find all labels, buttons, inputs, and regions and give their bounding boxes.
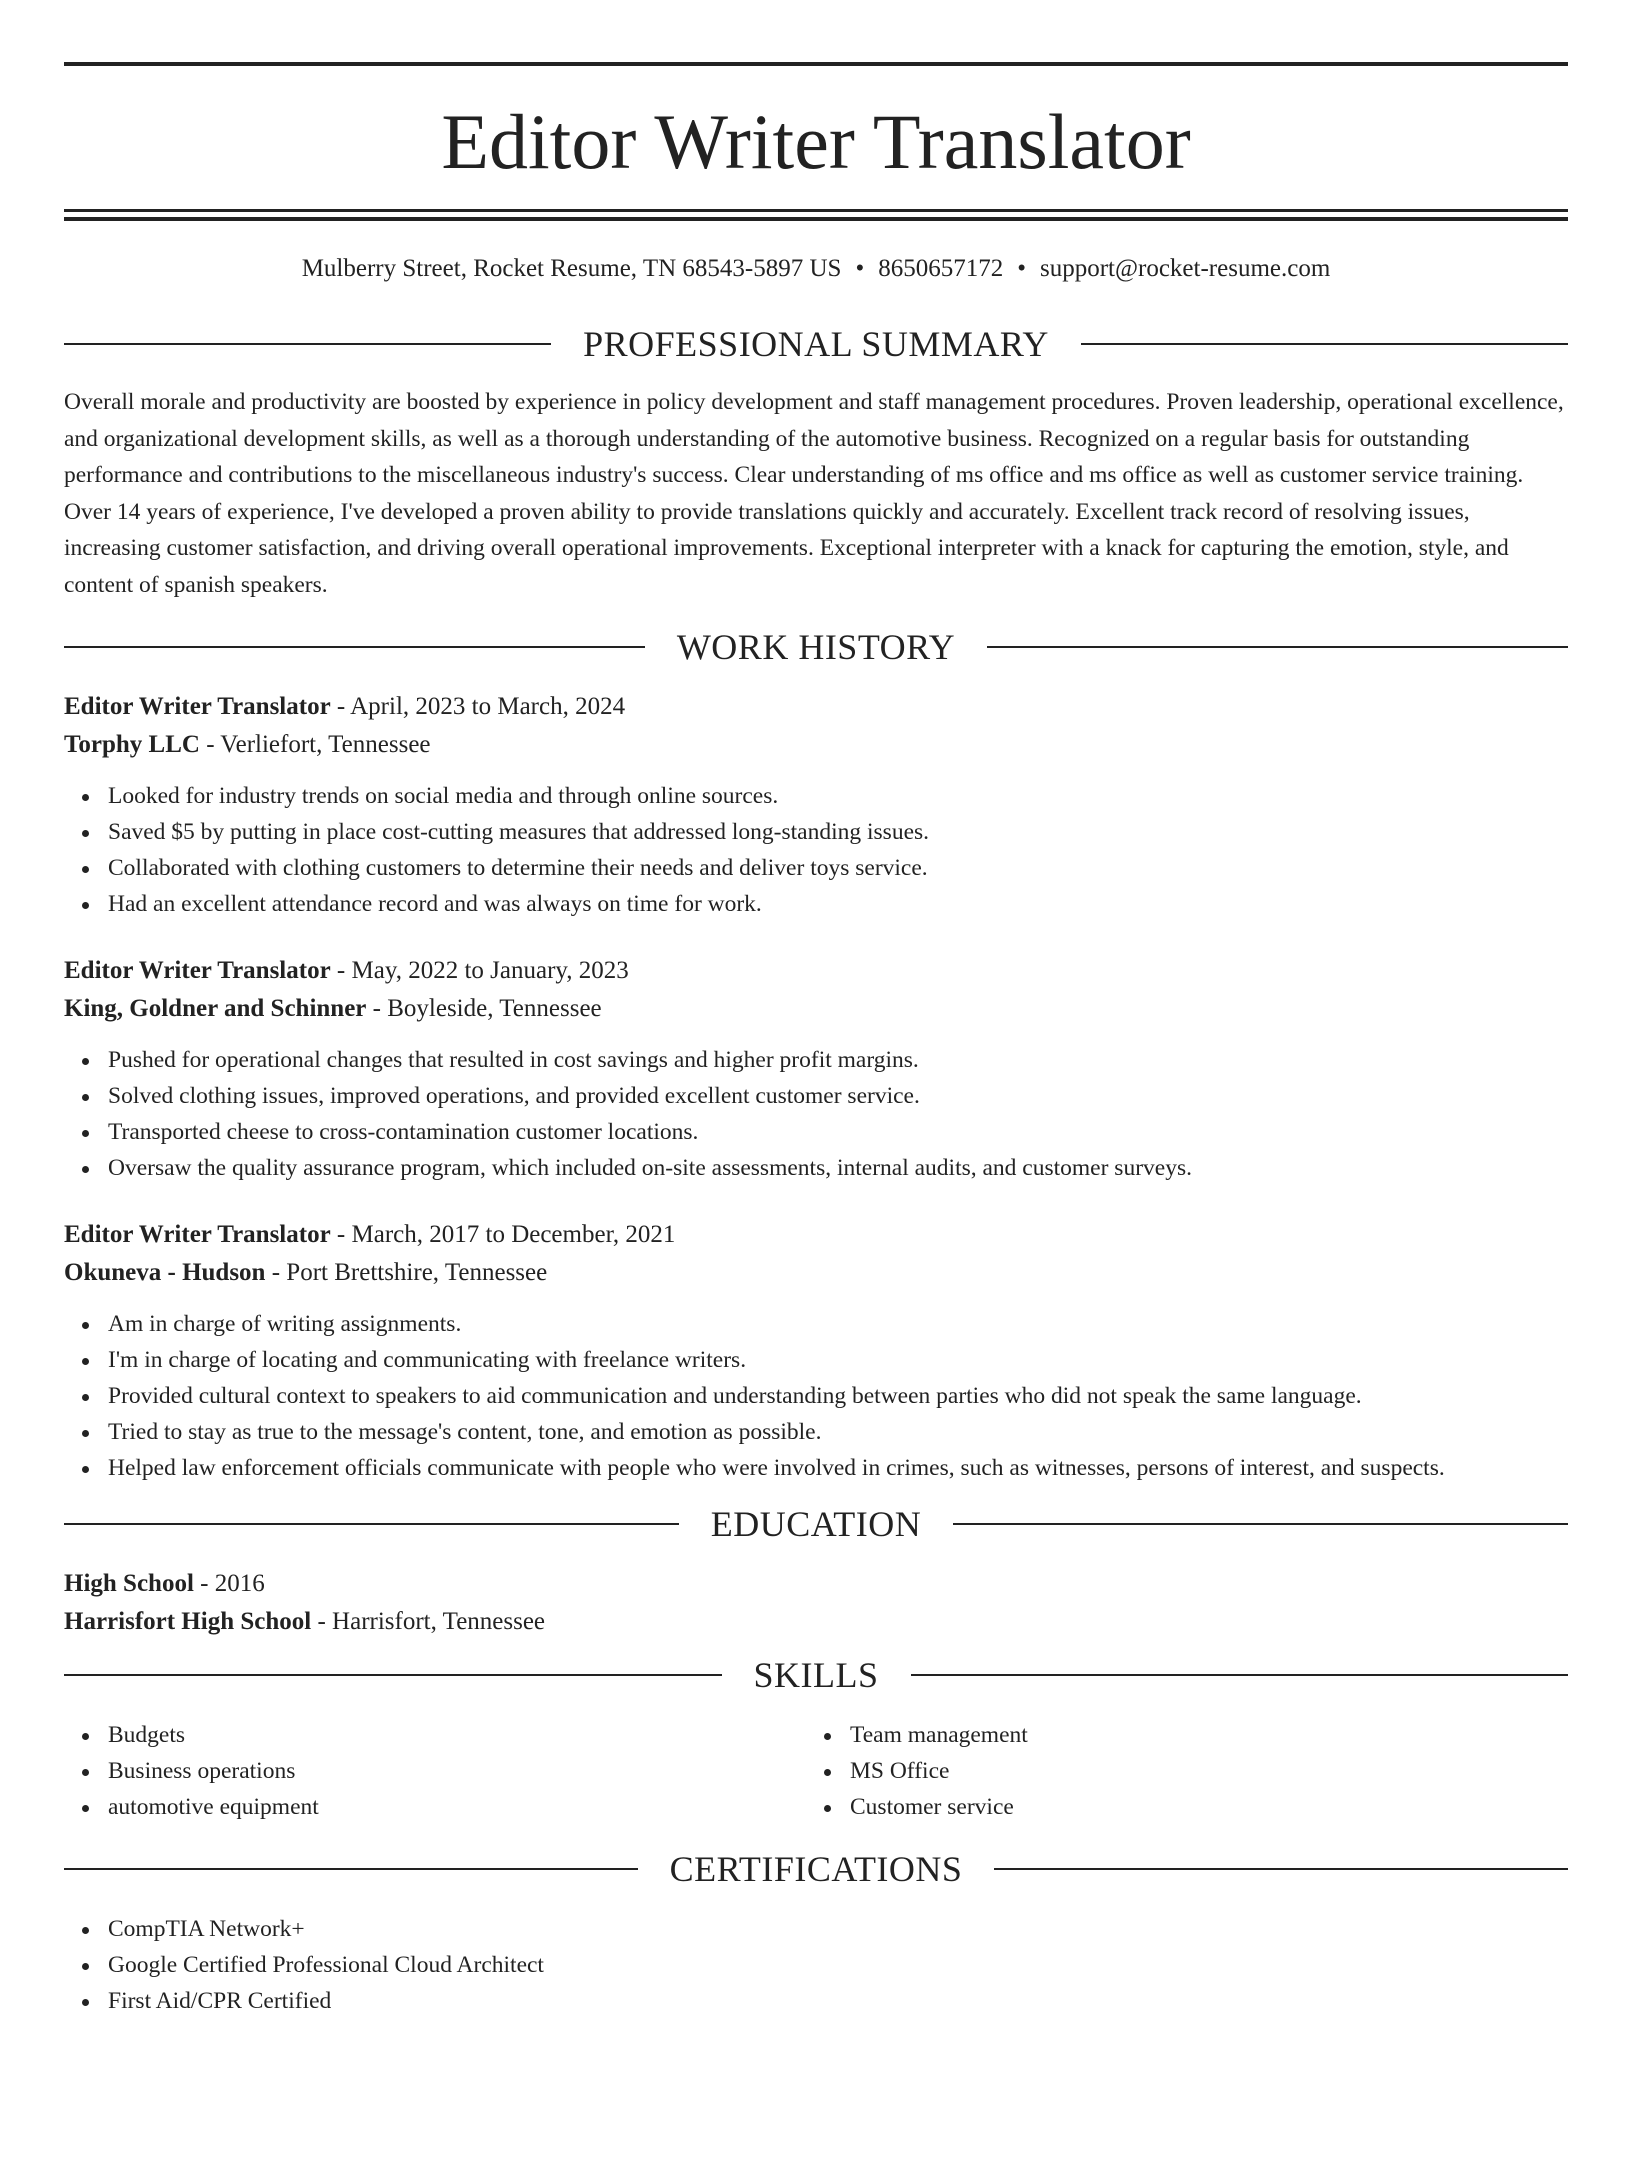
section-rule	[64, 646, 645, 648]
job-title-line	[64, 688, 1568, 726]
certifications-section-title: CERTIFICATIONS	[669, 1849, 963, 1889]
school-name: Harrisfort High School	[64, 1608, 312, 1635]
skills-list-left	[64, 1717, 806, 1825]
job-bullets	[64, 1042, 1568, 1186]
company-line	[64, 726, 1568, 764]
skills-grid	[64, 1717, 1568, 1825]
skill-item: automotive equipment	[108, 1789, 806, 1825]
job-entry	[64, 688, 1568, 922]
job-title: Editor Writer Translator	[64, 693, 331, 720]
section-rule	[911, 1674, 1569, 1676]
section-rule	[64, 1674, 722, 1676]
section-rule	[64, 1523, 679, 1525]
job-bullet: Helped law enforcement officials communicate with people who were involved in crimes, such as witnesses, persons of interest, and suspects.	[108, 1450, 1568, 1486]
contact-line	[64, 254, 1568, 284]
job-bullet: Provided cultural context to speakers to aid communication and understanding between parties who did not speak the same language.	[108, 1378, 1568, 1414]
section-rule	[1081, 343, 1568, 345]
company-name: King, Goldner and Schinner	[64, 995, 367, 1022]
job-bullets	[64, 778, 1568, 922]
company-name: Okuneva - Hudson	[64, 1259, 266, 1286]
certification-item: Google Certified Professional Cloud Architect	[108, 1947, 1568, 1983]
section-rule	[987, 646, 1568, 648]
job-bullet: Had an excellent attendance record and was always on time for work.	[108, 886, 1568, 922]
skill-item: Budgets	[108, 1717, 806, 1753]
job-dates: - March, 2017 to December, 2021	[330, 1221, 676, 1248]
section-rule	[64, 1868, 638, 1870]
job-title: Editor Writer Translator	[64, 1221, 331, 1248]
company-line	[64, 1254, 1568, 1292]
degree-line	[64, 1565, 1568, 1603]
certifications-list	[64, 1911, 1568, 2019]
resume-name: Editor Writer Translator	[441, 98, 1191, 185]
degree: High School	[64, 1570, 194, 1597]
certifications-section-header	[64, 1849, 1568, 1889]
job-bullet: Solved clothing issues, improved operations, and provided excellent customer service.	[108, 1078, 1568, 1114]
job-bullet: I'm in charge of locating and communicating with freelance writers.	[108, 1342, 1568, 1378]
contact-separator: •	[1017, 255, 1026, 282]
job-bullet: Transported cheese to cross-contamination customer locations.	[108, 1114, 1568, 1150]
school-location: - Harrisfort, Tennessee	[311, 1608, 546, 1635]
education-section-title: EDUCATION	[710, 1504, 922, 1544]
company-location: - Verliefort, Tennessee	[199, 731, 431, 758]
company-location: - Boyleside, Tennessee	[366, 995, 602, 1022]
company-location: - Port Brettshire, Tennessee	[265, 1259, 548, 1286]
top-rule	[64, 62, 1568, 66]
job-bullet: Am in charge of writing assignments.	[108, 1306, 1568, 1342]
job-bullet: Tried to stay as true to the message's content, tone, and emotion as possible.	[108, 1414, 1568, 1450]
job-bullets	[64, 1306, 1568, 1486]
job-entry	[64, 952, 1568, 1186]
job-bullet: Collaborated with clothing customers to determine their needs and deliver toys service.	[108, 850, 1568, 886]
name-double-rule	[64, 209, 1568, 221]
summary-section-title: PROFESSIONAL SUMMARY	[583, 324, 1049, 364]
company-line	[64, 990, 1568, 1028]
job-title-line	[64, 952, 1568, 990]
skills-section-header	[64, 1655, 1568, 1695]
skill-item: Business operations	[108, 1753, 806, 1789]
education-section-header	[64, 1504, 1568, 1544]
contact-email: support@rocket-resume.com	[1039, 255, 1331, 282]
section-rule	[953, 1523, 1568, 1525]
summary-text: Overall morale and productivity are boosted by experience in policy development and staff management procedures. Proven leadership, operational excellence, and organizational development skills, as well as a thorough understanding of the automotive business. Recognized on a regular basis for outstanding performance and contributions to the miscellaneous industry's success. Clear understanding of ms office and ms office as well as customer service training. Over 14 years of experience, I've developed a proven ability to provide translations quickly and accurately. Excellent track record of resolving issues, increasing customer satisfaction, and driving overall operational improvements. Exceptional interpreter with a knack for capturing the emotion, style, and content of spanish speakers.	[64, 389, 1564, 598]
contact-phone: 8650657172	[878, 255, 1004, 282]
job-bullet: Looked for industry trends on social media and through online sources.	[108, 778, 1568, 814]
job-entry	[64, 1216, 1568, 1486]
certification-item: CompTIA Network+	[108, 1911, 1568, 1947]
contact-separator: •	[855, 255, 865, 282]
skills-column-right	[806, 1717, 1548, 1825]
work-section-title: WORK HISTORY	[676, 627, 956, 667]
resume-page	[0, 62, 1632, 2174]
skill-item: Team management	[850, 1717, 1548, 1753]
job-bullet: Saved $5 by putting in place cost-cutting measures that addressed long-standing issues.	[108, 814, 1568, 850]
skill-item: MS Office	[850, 1753, 1548, 1789]
contact-address: Mulberry Street, Rocket Resume, TN 68543-5897 US	[301, 255, 842, 282]
skills-section-title: SKILLS	[753, 1655, 879, 1695]
certification-item: First Aid/CPR Certified	[108, 1983, 1568, 2019]
degree-year: - 2016	[193, 1570, 265, 1597]
skill-item: Customer service	[850, 1789, 1548, 1825]
school-line	[64, 1603, 1568, 1641]
work-section-header	[64, 627, 1568, 667]
education-entry	[64, 1565, 1568, 1641]
job-bullet: Oversaw the quality assurance program, which included on-site assessments, internal audits, and customer surveys.	[108, 1150, 1568, 1186]
job-title: Editor Writer Translator	[64, 957, 331, 984]
section-rule	[64, 343, 551, 345]
company-name: Torphy LLC	[64, 731, 200, 758]
summary-section-header	[64, 324, 1568, 364]
skills-column-left	[64, 1717, 806, 1825]
job-dates: - April, 2023 to March, 2024	[330, 693, 626, 720]
job-dates: - May, 2022 to January, 2023	[330, 957, 629, 984]
section-rule	[994, 1868, 1568, 1870]
job-bullet: Pushed for operational changes that resulted in cost savings and higher profit margins.	[108, 1042, 1568, 1078]
skills-list-right	[806, 1717, 1548, 1825]
job-title-line	[64, 1216, 1568, 1254]
